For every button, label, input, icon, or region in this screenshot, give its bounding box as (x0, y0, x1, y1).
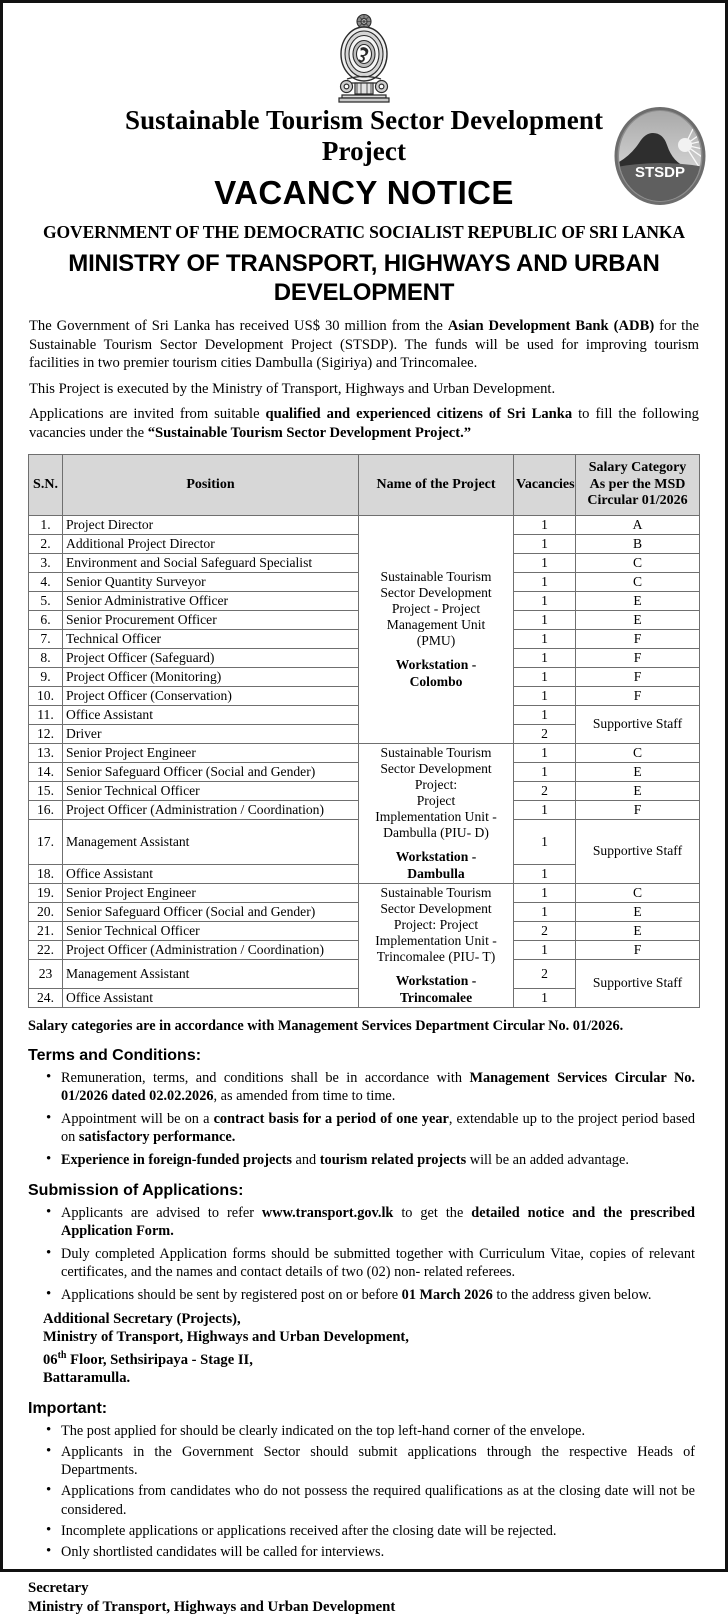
terms-bullet-2 (61, 1110, 695, 1146)
intro-p1-part1: The Government of Sri Lanka has received US$ 30 million from the (29, 318, 448, 334)
cell-sn: 21. (29, 921, 63, 940)
page-title: Sustainable Tourism Sector Development Project (124, 105, 604, 166)
cell-vacancies: 1 (514, 940, 576, 959)
address-line-3-rest: Floor, Sethsiripaya - Stage II, (66, 1351, 253, 1368)
cell-position: Technical Officer (63, 629, 359, 648)
salary-category-note: Salary categories are in accordance with Management Services Department Circular No. 01/2026. (28, 1017, 624, 1034)
submission-b3-part3: to the address given below. (492, 1287, 652, 1304)
cell-vacancies: 1 (514, 743, 576, 762)
cell-sn: 12. (29, 724, 63, 743)
signoff-title: Secretary (28, 1580, 89, 1597)
column-header-salary-category (576, 455, 700, 516)
sri-lanka-national-emblem-icon (333, 13, 395, 103)
cell-sn: 3. (29, 553, 63, 572)
cell-vacancies: 1 (514, 800, 576, 819)
column-header-sn: S.N. (29, 455, 63, 516)
important-bullet-4: • Incomplete applications or applications received after the closing date will be rejected. (61, 1522, 695, 1540)
signoff-block (28, 1579, 700, 1617)
cell-vacancies: 1 (514, 629, 576, 648)
salary-header-line-3: Circular 01/2026 (587, 493, 688, 508)
contract-basis-emphasis: contract basis for a period of one year (213, 1110, 449, 1127)
cell-position: Senior Quantity Surveyor (63, 572, 359, 591)
cell-sn: 4. (29, 572, 63, 591)
qualified-citizens-emphasis: qualified and experienced citizens of Sri Lanka (265, 406, 573, 422)
cell-position: Senior Technical Officer (63, 921, 359, 940)
salary-header-line-2: As per the MSD (589, 476, 686, 492)
table-row (29, 883, 700, 902)
table-row (29, 515, 700, 534)
cell-sn: 1. (29, 515, 63, 534)
project-name-lines: Sustainable Tourism Sector Development Project: Project Implementation Unit - Trincomalee (PIU- T) (375, 884, 497, 964)
cell-position: Project Director (63, 515, 359, 534)
cell-position: Project Officer (Monitoring) (63, 667, 359, 686)
important-bullet-1: • The post applied for should be clearly indicated on the top left-hand corner of the envelope. (61, 1422, 695, 1440)
closing-date-emphasis: 01 March 2026 (401, 1287, 493, 1304)
cell-salary-category: Supportive Staff (576, 959, 700, 1007)
cell-vacancies: 1 (514, 988, 576, 1007)
cell-sn: 24. (29, 988, 63, 1007)
intro-paragraph-3 (29, 405, 699, 442)
project-name-lines: Sustainable Tourism Sector Development Project: Project Implementation Unit - Dambulla (PIU- D) (375, 744, 497, 840)
important-bullet-2: • Applicants in the Government Sector should submit applications through the respective Heads of Departments. (61, 1443, 695, 1479)
vacancy-table-container (28, 454, 700, 1008)
project-name-emphasis: “Sustainable Tourism Sector Development Project.” (147, 424, 472, 441)
cell-position: Environment and Social Safeguard Specialist (63, 553, 359, 572)
cell-position: Driver (63, 724, 359, 743)
cell-project-name (359, 883, 514, 1007)
adb-emphasis: Asian Development Bank (ADB) (447, 318, 655, 334)
tourism-projects-emphasis: tourism related projects (319, 1152, 467, 1169)
cell-salary-category: C (576, 743, 700, 762)
cell-salary-category: Supportive Staff (576, 705, 700, 743)
workstation-label: Workstation - Trincomalee (395, 972, 477, 1005)
cell-position: Senior Project Engineer (63, 883, 359, 902)
workstation-label: Workstation - Dambulla (395, 848, 477, 881)
application-form-emphasis: detailed notice and the prescribed Application Form. (61, 1204, 695, 1239)
cell-sn: 16. (29, 800, 63, 819)
cell-vacancies: 2 (514, 921, 576, 940)
cell-vacancies: 1 (514, 515, 576, 534)
cell-vacancies: 1 (514, 648, 576, 667)
address-line-2: Ministry of Transport, Highways and Urban Development, (43, 1329, 409, 1346)
cell-position: Additional Project Director (63, 534, 359, 553)
cell-sn: 15. (29, 781, 63, 800)
cell-vacancies: 1 (514, 534, 576, 553)
cell-sn: 18. (29, 864, 63, 883)
stsdp-logo-icon (611, 107, 709, 205)
cell-project-name (359, 515, 514, 743)
cell-salary-category: A (576, 515, 700, 534)
address-line-1: Additional Secretary (Projects), (43, 1310, 241, 1327)
intro-p3-part1: Applications are invited from suitable (29, 406, 266, 422)
cell-salary-category: C (576, 883, 700, 902)
cell-salary-category: Supportive Staff (576, 819, 700, 883)
cell-salary-category: F (576, 629, 700, 648)
cell-sn: 6. (29, 610, 63, 629)
cell-sn: 7. (29, 629, 63, 648)
cell-vacancies: 1 (514, 667, 576, 686)
terms-b3-part4: will be an added advantage. (466, 1152, 629, 1169)
postal-address (43, 1310, 709, 1388)
cell-position: Management Assistant (63, 959, 359, 988)
cell-salary-category: F (576, 940, 700, 959)
cell-position: Project Officer (Administration / Coordination) (63, 800, 359, 819)
column-header-position: Position (63, 455, 359, 516)
terms-b2-part1: Appointment will be on a (61, 1110, 214, 1127)
cell-position: Office Assistant (63, 705, 359, 724)
terms-b2-part3: , extendable up to the project period based on (61, 1110, 696, 1146)
cell-project-name (359, 743, 514, 883)
cell-vacancies: 2 (514, 959, 576, 988)
important-bullet-5: • Only shortlisted candidates will be called for interviews. (61, 1543, 695, 1561)
cell-sn: 11. (29, 705, 63, 724)
cell-vacancies: 1 (514, 572, 576, 591)
floor-number: 06 (43, 1351, 58, 1368)
cell-sn: 5. (29, 591, 63, 610)
vacancy-notice-heading: VACANCY NOTICE (214, 174, 514, 211)
government-line: GOVERNMENT OF THE DEMOCRATIC SOCIALIST REPUBLIC OF SRI LANKA (43, 222, 685, 242)
cell-position: Office Assistant (63, 864, 359, 883)
terms-bullet-1 (61, 1069, 695, 1105)
cell-position: Project Officer (Safeguard) (63, 648, 359, 667)
cell-position: Senior Technical Officer (63, 781, 359, 800)
website-link[interactable]: www.transport.gov.lk (261, 1204, 394, 1221)
terms-b3-part2: and (291, 1152, 320, 1169)
cell-vacancies: 1 (514, 864, 576, 883)
cell-salary-category: B (576, 534, 700, 553)
cell-vacancies: 2 (514, 781, 576, 800)
msd-circular-emphasis: Management Services Circular No. 01/2026 dated 02.02.2026 (61, 1069, 695, 1104)
important-bullet-3: • Applications from candidates who do not possess the required qualifications as at the closing date will not be considered. (61, 1482, 695, 1518)
intro-p1-part3: for the Sustainable Tourism Sector Development Project (STSDP). The funds will be used for improving tourism facilities in two premier tourism cities Dambulla (Sigiriya) and Trincomalee. (29, 318, 699, 371)
cell-salary-category: E (576, 610, 700, 629)
submission-b1-part3: to get the (393, 1204, 472, 1221)
title-block (19, 105, 709, 307)
cell-salary-category: F (576, 686, 700, 705)
address-line-4: Battaramulla. (43, 1370, 131, 1387)
cell-vacancies: 1 (514, 705, 576, 724)
terms-heading: Terms and Conditions: (28, 1046, 202, 1064)
cell-vacancies: 1 (514, 686, 576, 705)
address-line-3 (43, 1347, 709, 1369)
cell-salary-category: E (576, 591, 700, 610)
terms-b1-part3: , as amended from time to time. (213, 1087, 396, 1104)
cell-position: Project Officer (Conservation) (63, 686, 359, 705)
cell-salary-category: F (576, 648, 700, 667)
submission-bullet-2: • Duly completed Application forms should be submitted together with Curriculum Vitae, copies of relevant certificates, and the names and contact details of two (02) non- related referees. (61, 1245, 695, 1281)
cell-position: Senior Procurement Officer (63, 610, 359, 629)
table-row (29, 743, 700, 762)
intro-p3-part3: to fill the following vacancies under the (29, 406, 699, 441)
cell-sn: 20. (29, 902, 63, 921)
cell-salary-category: C (576, 572, 700, 591)
cell-salary-category: E (576, 921, 700, 940)
project-name-lines: Sustainable Tourism Sector Development Project - Project Management Unit (PMU) (380, 568, 492, 648)
workstation-label: Workstation - Colombo (395, 656, 477, 689)
cell-salary-category: F (576, 667, 700, 686)
cell-position: Senior Safeguard Officer (Social and Gender) (63, 902, 359, 921)
cell-sn: 8. (29, 648, 63, 667)
column-header-project: Name of the Project (359, 455, 514, 516)
cell-position: Management Assistant (63, 819, 359, 864)
cell-vacancies: 1 (514, 902, 576, 921)
cell-vacancies: 1 (514, 610, 576, 629)
cell-vacancies: 1 (514, 762, 576, 781)
terms-bullet-3 (61, 1151, 695, 1169)
cell-position: Project Officer (Administration / Coordination) (63, 940, 359, 959)
cell-sn: 14. (29, 762, 63, 781)
cell-sn: 22. (29, 940, 63, 959)
important-heading: Important: (28, 1399, 108, 1417)
submission-bullet-3 (61, 1286, 695, 1304)
foreign-funded-emphasis: Experience in foreign-funded projects (61, 1152, 292, 1169)
submission-list (39, 1204, 695, 1305)
cell-sn: 19. (29, 883, 63, 902)
cell-position: Office Assistant (63, 988, 359, 1007)
satisfactory-performance-emphasis: satisfactory performance. (78, 1129, 236, 1146)
submission-b1-part1: Applicants are advised to refer (61, 1204, 262, 1221)
cell-vacancies: 1 (514, 819, 576, 864)
salary-header-line-1: Salary Category (588, 460, 687, 475)
cell-position: Senior Safeguard Officer (Social and Gender) (63, 762, 359, 781)
intro-paragraph-1 (29, 317, 699, 373)
cell-vacancies: 1 (514, 883, 576, 902)
cell-sn: 17. (29, 819, 63, 864)
cell-vacancies: 2 (514, 724, 576, 743)
cell-position: Senior Administrative Officer (63, 591, 359, 610)
ministry-line: MINISTRY OF TRANSPORT, HIGHWAYS AND URBAN DEVELOPMENT (68, 250, 660, 306)
cell-salary-category: E (576, 762, 700, 781)
cell-sn: 10. (29, 686, 63, 705)
cell-salary-category: E (576, 781, 700, 800)
national-emblem-container (19, 13, 709, 105)
important-list (39, 1422, 695, 1561)
signoff-ministry: Ministry of Transport, Highways and Urban Development (28, 1599, 396, 1616)
cell-sn: 9. (29, 667, 63, 686)
cell-salary-category: E (576, 902, 700, 921)
terms-b1-part1: Remuneration, terms, and conditions shall be in accordance with (61, 1069, 470, 1086)
table-header-row (29, 455, 700, 516)
intro-paragraph-2: This Project is executed by the Ministry of Transport, Highways and Urban Development. (29, 380, 556, 397)
stsdp-logo-text: STSDP (634, 164, 686, 181)
column-header-vacancies: Vacancies (514, 455, 576, 516)
cell-position: Senior Project Engineer (63, 743, 359, 762)
cell-vacancies: 1 (514, 591, 576, 610)
floor-ordinal-suffix: th (57, 1349, 67, 1361)
intro-section (29, 317, 699, 442)
terms-list (39, 1069, 695, 1170)
submission-heading: Submission of Applications: (28, 1181, 244, 1199)
submission-bullet-1 (61, 1204, 695, 1240)
cell-salary-category: C (576, 553, 700, 572)
submission-b3-part1: Applications should be sent by registered post on or before (61, 1287, 402, 1304)
cell-sn: 13. (29, 743, 63, 762)
cell-vacancies: 1 (514, 553, 576, 572)
cell-salary-category: F (576, 800, 700, 819)
cell-sn: 23 (29, 959, 63, 988)
cell-sn: 2. (29, 534, 63, 553)
vacancy-table-body (29, 515, 700, 1007)
vacancy-table (28, 454, 700, 1008)
